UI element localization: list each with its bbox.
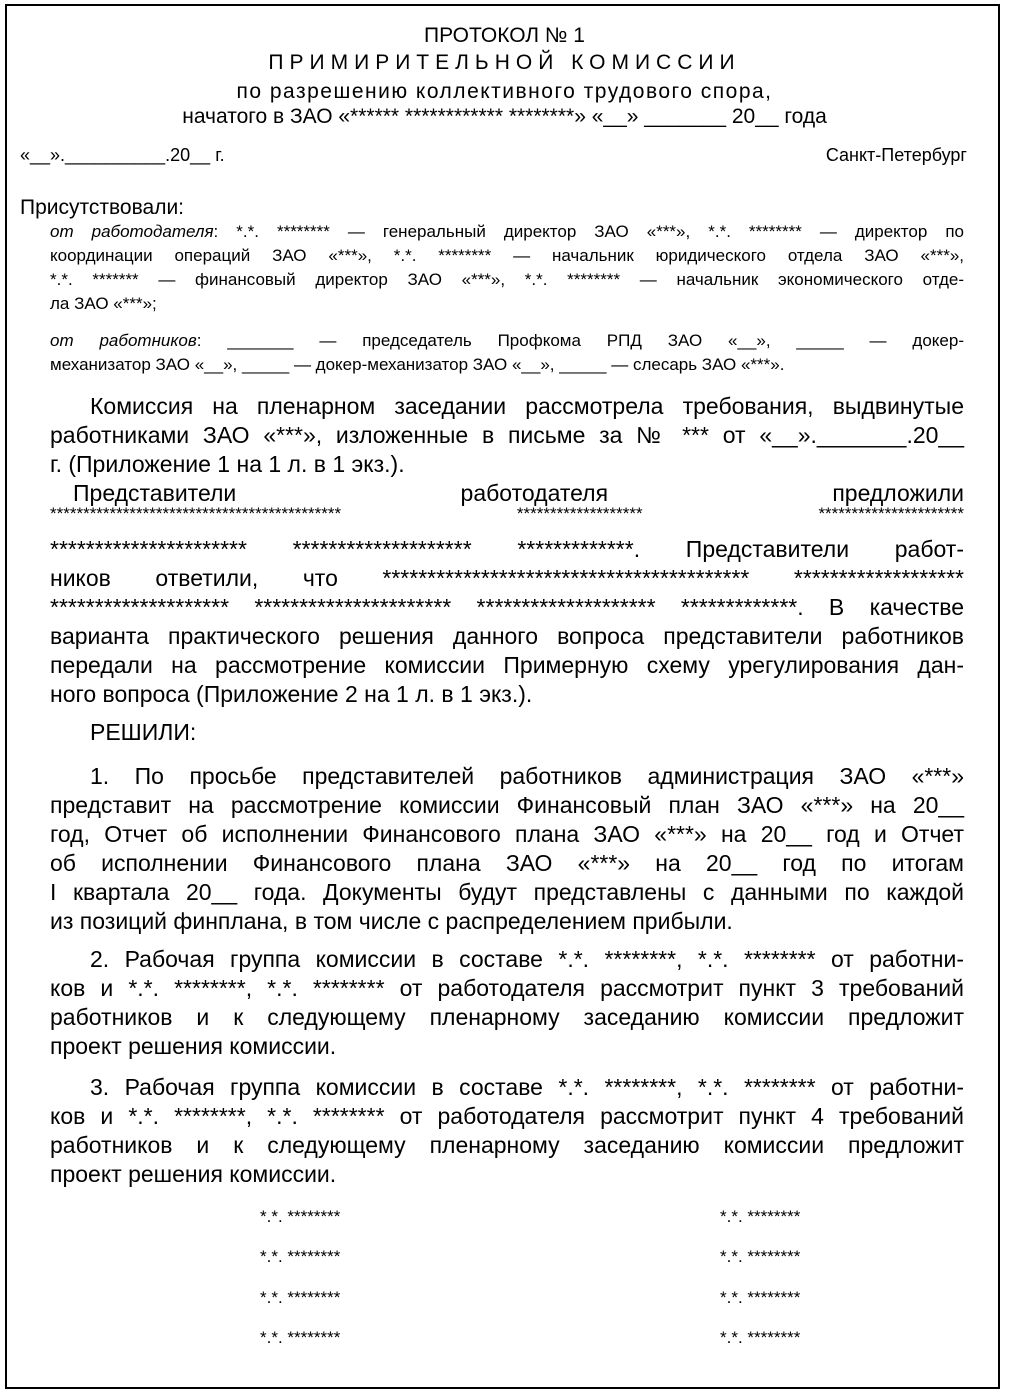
document-title: ПРОТОКОЛ № 1 bbox=[424, 24, 585, 47]
r1-line-2: представит на рассмотрение комиссии Финансовый план ЗАО «***» на 20__ bbox=[50, 792, 964, 818]
workers-line-1 bbox=[50, 331, 964, 351]
p1-line-3: г. (Приложение 1 на 1 л. в 1 экз.). bbox=[50, 451, 405, 477]
r2-line-1: 2. Рабочая группа комиссии в составе *.*. ********, *.*. ******** от работни- bbox=[90, 946, 964, 972]
employer-line-1 bbox=[50, 222, 964, 242]
p2-line-5: ******************** ********************** ******************** *************. В качестве bbox=[50, 594, 964, 620]
p2-line-2: ******************************************** ******************* ********************** bbox=[50, 504, 964, 523]
employer-line-2: координации операций ЗАО «***», *.*. ******** — начальник юридического отдела ЗАО «***», bbox=[50, 246, 964, 265]
employer-line-4: ла ЗАО «***»; bbox=[50, 294, 157, 313]
r1-line-5: I квартала 20__ года. Документы будут представлены с данными по каждой bbox=[50, 879, 964, 905]
signature-left: *.*. ******** bbox=[260, 1207, 341, 1226]
p2-line-7: передали на рассмотрение комиссии Примерную схему урегулирования дан- bbox=[50, 652, 964, 678]
p2-line-3: ********************** ******************** *************. Представители работ- bbox=[50, 536, 964, 562]
r1-line-6: из позиций финплана, в том числе с распределением прибыли. bbox=[50, 908, 733, 934]
r1-line-1: 1. По просьбе представителей работников администрация ЗАО «***» bbox=[90, 763, 964, 789]
signature-right: *.*. ******** bbox=[720, 1207, 801, 1226]
p2-line-1: Представители работодателя предложили bbox=[73, 480, 964, 506]
signature-left: *.*. ******** bbox=[260, 1328, 341, 1347]
r2-line-4: проект решения комиссии. bbox=[50, 1033, 337, 1059]
r2-line-3: работников и к следующему пленарному заседанию комиссии предложит bbox=[50, 1004, 964, 1030]
document-city: Санкт-Петербург bbox=[825, 145, 967, 165]
document-subtitle: ПРИМИРИТЕЛЬНОЙ КОМИССИИ bbox=[268, 51, 741, 74]
workers-text-1: : _______ — председатель Профкома РПД ЗАО «__», _____ — докер- bbox=[196, 331, 964, 350]
r3-line-2: ков и *.*. ********, *.*. ******** от работодателя рассмотрит пункт 4 требований bbox=[50, 1103, 964, 1129]
signature-right: *.*. ******** bbox=[720, 1247, 801, 1266]
resolved-heading: РЕШИЛИ: bbox=[90, 719, 197, 745]
signature-right: *.*. ******** bbox=[720, 1288, 801, 1307]
p1-line-2: работниками ЗАО «***», изложенные в письме за № *** от «__»._______.20__ bbox=[50, 422, 964, 448]
workers-label: от работников bbox=[50, 331, 197, 350]
p2-line-8: ного вопроса (Приложение 2 на 1 л. в 1 экз.). bbox=[50, 681, 533, 707]
document-date: «__».__________.20__ г. bbox=[20, 145, 225, 165]
r3-line-4: проект решения комиссии. bbox=[50, 1161, 337, 1187]
r3-line-3: работников и к следующему пленарному заседанию комиссии предложит bbox=[50, 1132, 964, 1158]
r2-line-2: ков и *.*. ********, *.*. ******** от работодателя рассмотрит пункт 3 требований bbox=[50, 975, 964, 1001]
p2-line-6: варианта практического решения данного вопроса представители работников bbox=[50, 623, 964, 649]
r3-line-1: 3. Рабочая группа комиссии в составе *.*. ********, *.*. ******** от работни- bbox=[90, 1074, 964, 1100]
signature-left: *.*. ******** bbox=[260, 1288, 341, 1307]
r1-line-3: год, Отчет об исполнении Финансового плана ЗАО «***» на 20__ год и Отчет bbox=[50, 821, 964, 847]
employer-line-3: *.*. ******* — финансовый директор ЗАО «***», *.*. ******** — начальник экономического отде- bbox=[50, 270, 964, 289]
signature-right: *.*. ******** bbox=[720, 1328, 801, 1347]
present-heading: Присутствовали: bbox=[20, 196, 185, 219]
r1-line-4: об исполнении Финансового плана ЗАО «***» на 20__ год по итогам bbox=[50, 850, 964, 876]
signature-left: *.*. ******** bbox=[260, 1247, 341, 1266]
workers-line-2: механизатор ЗАО «__», _____ — докер-механизатор ЗАО «__», _____ — слесарь ЗАО «***». bbox=[50, 355, 785, 374]
p1-line-1: Комиссия на пленарном заседании рассмотрела требования, выдвинутые bbox=[90, 393, 964, 419]
employer-text-1: : *.*. ******** — генеральный директор ЗАО «***», *.*. ******** — директор по bbox=[213, 222, 964, 241]
header-line-4: начатого в ЗАО «****** ************ ********» «__» _______ 20__ года bbox=[182, 105, 827, 128]
p2-line-4: ников ответили, что ***************************************** ******************* bbox=[50, 565, 964, 591]
employer-label: от работодателя bbox=[50, 222, 214, 241]
header-line-3: по разрешению коллективного трудового спора, bbox=[236, 80, 773, 103]
